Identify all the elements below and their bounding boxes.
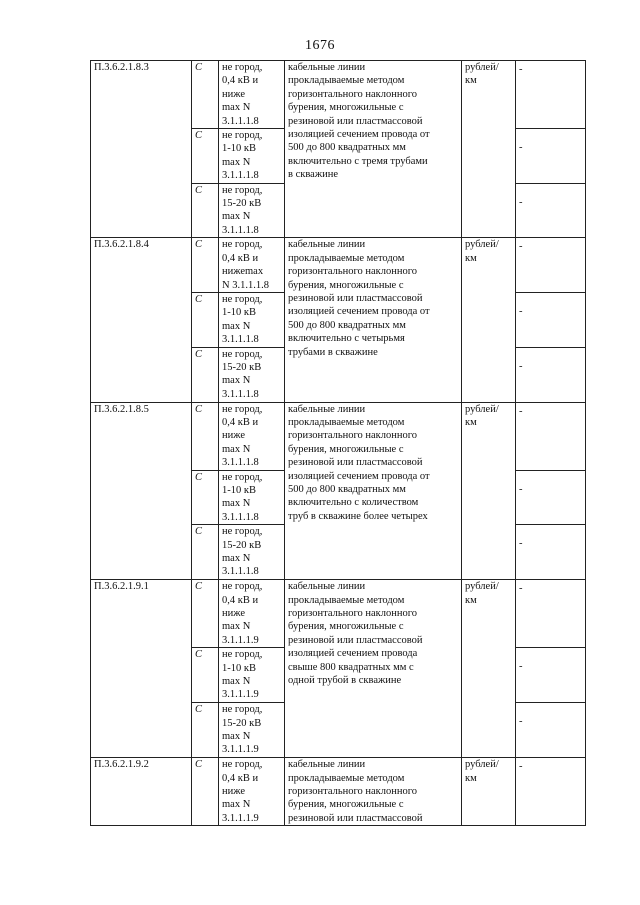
text-line: max N (222, 676, 251, 688)
description-line: резиновой или пластмассовой (288, 457, 423, 469)
unit-cell (462, 758, 516, 826)
condition-cell (219, 758, 285, 826)
text-line: не город, (222, 403, 263, 415)
category-letter: С (192, 470, 219, 525)
description-line: 500 до 800 квадратных мм (288, 319, 406, 331)
value-cell: - (516, 525, 586, 580)
description-line: резиновой или пластмассовой (288, 634, 423, 646)
text-line: ниже (222, 786, 246, 798)
description-cell (285, 580, 462, 758)
text-line: 0,4 кВ и (222, 252, 259, 264)
text-line: max N (222, 498, 251, 510)
description-cell (285, 238, 462, 402)
table-row (91, 580, 586, 648)
text-line: max N (222, 102, 251, 114)
description-line: изоляцией сечением провода от (288, 306, 430, 318)
text-line: рублей/ (465, 62, 499, 73)
value-cell: - (516, 580, 586, 648)
description-line: кабельные линии (288, 62, 366, 73)
item-code: П.3.6.2.1.8.5 (91, 402, 192, 580)
category-letter: С (192, 292, 219, 347)
category-letter: С (192, 580, 219, 648)
text-line: не город, (222, 704, 263, 716)
description-cell (285, 61, 462, 238)
condition-cell (219, 580, 285, 648)
text-line: не город, (222, 348, 263, 360)
text-line: рублей/ (465, 403, 499, 415)
value-cell: - (516, 292, 586, 347)
value-cell: - (516, 61, 586, 129)
text-line: ниже (222, 430, 246, 442)
description-line: горизонтального наклонного (288, 266, 418, 278)
text-line: нижеmax (222, 266, 264, 278)
description-line: изоляцией сечением провода от (288, 129, 430, 141)
description-line: горизонтального наклонного (288, 88, 418, 100)
description-line: бурения, многожильные с (288, 102, 404, 114)
text-line: не город, (222, 649, 263, 661)
item-code: П.3.6.2.1.8.4 (91, 238, 192, 402)
text-line: 3.1.1.1.9 (222, 634, 259, 646)
text-line: 0,4 кВ и (222, 594, 259, 606)
text-line: не город, (222, 293, 263, 305)
text-line: max N (222, 621, 251, 633)
unit-cell (462, 402, 516, 580)
description-line: изоляцией сечением провода от (288, 470, 430, 482)
value-cell: - (516, 402, 586, 470)
condition-cell (219, 470, 285, 525)
description-line: одной трубой в скважине (288, 675, 402, 687)
value-cell: - (516, 703, 586, 758)
description-line: прокладываемые методом (288, 772, 405, 784)
text-line: 15-20 кВ (222, 539, 262, 551)
text-line: N 3.1.1.1.8 (222, 279, 269, 291)
value-cell: - (516, 648, 586, 703)
description-line: 500 до 800 квадратных мм (288, 142, 406, 154)
text-line: 3.1.1.1.8 (222, 170, 259, 182)
condition-cell (219, 648, 285, 703)
description-line: бурения, многожильные с (288, 279, 404, 291)
description-line: резиновой или пластмассовой (288, 812, 423, 824)
item-code: П.3.6.2.1.8.3 (91, 61, 192, 238)
category-letter: С (192, 238, 219, 293)
item-code: П.3.6.2.1.9.1 (91, 580, 192, 758)
text-line: max N (222, 320, 251, 332)
category-letter: С (192, 61, 219, 129)
description-line: горизонтального наклонного (288, 608, 418, 619)
text-line: max N (222, 731, 251, 743)
description-line: прокладываемые методом (288, 252, 405, 264)
description-line: горизонтального наклонного (288, 786, 418, 798)
text-line: км (465, 594, 477, 606)
category-letter: С (192, 129, 219, 184)
text-line: не город, (222, 759, 263, 771)
text-line: не город, (222, 130, 263, 142)
text-line: не город, (222, 581, 263, 593)
description-line: включительно с количеством (288, 497, 419, 509)
text-line: км (465, 416, 477, 428)
text-line: 15-20 кВ (222, 198, 262, 210)
condition-cell (219, 129, 285, 184)
text-line: max N (222, 799, 251, 811)
unit-cell (462, 238, 516, 402)
text-line: 1-10 кВ (222, 307, 256, 319)
text-line: не город, (222, 471, 263, 483)
description-line: кабельные линии (288, 581, 366, 593)
value-cell: - (516, 238, 586, 293)
condition-cell (219, 238, 285, 293)
table-row (91, 61, 586, 129)
condition-cell (219, 61, 285, 129)
condition-cell (219, 183, 285, 238)
text-line: max N (222, 375, 251, 387)
table-row (91, 402, 586, 470)
text-line: км (465, 75, 477, 87)
text-line: рублей/ (465, 581, 499, 593)
value-cell: - (516, 758, 586, 826)
text-line: 0,4 кВ и (222, 75, 259, 87)
table-row (91, 238, 586, 293)
text-line: км (465, 772, 477, 784)
condition-cell (219, 347, 285, 402)
description-line: прокладываемые методом (288, 416, 405, 428)
description-line: 500 до 800 квадратных мм (288, 483, 406, 495)
description-line: свыше 800 квадратных мм с (288, 661, 414, 673)
text-line: 3.1.1.1.8 (222, 566, 259, 578)
description-line: прокладываемые методом (288, 75, 405, 87)
tariff-table-body (91, 61, 586, 826)
category-letter: С (192, 347, 219, 402)
item-code: П.3.6.2.1.9.2 (91, 758, 192, 826)
text-line: ниже (222, 608, 246, 619)
text-line: 0,4 кВ и (222, 772, 259, 784)
text-line: 3.1.1.1.8 (222, 511, 259, 523)
description-line: горизонтального наклонного (288, 430, 418, 442)
text-line: max N (222, 211, 251, 223)
value-cell: - (516, 347, 586, 402)
text-line: не город, (222, 526, 263, 538)
description-line: трубами в скважине (288, 346, 378, 358)
table-row (91, 758, 586, 826)
description-line: бурения, многожильные с (288, 443, 404, 455)
text-line: рублей/ (465, 759, 499, 771)
condition-cell (219, 292, 285, 347)
description-cell (285, 758, 462, 826)
value-cell: - (516, 129, 586, 184)
description-line: кабельные линии (288, 403, 366, 415)
text-line: 1-10 кВ (222, 143, 256, 155)
text-line: 1-10 кВ (222, 662, 256, 674)
description-line: изоляцией сечением провода (288, 648, 418, 660)
text-line: 3.1.1.1.8 (222, 115, 259, 127)
condition-cell (219, 525, 285, 580)
text-line: 3.1.1.1.9 (222, 812, 259, 824)
value-cell: - (516, 470, 586, 525)
page-number: 1676 (305, 38, 335, 53)
description-line: включительно с четырьмя (288, 333, 405, 345)
category-letter: С (192, 183, 219, 238)
text-line: max N (222, 443, 251, 455)
text-line: 3.1.1.1.9 (222, 689, 259, 701)
description-cell (285, 402, 462, 580)
condition-cell (219, 402, 285, 470)
category-letter: С (192, 703, 219, 758)
text-line: 1-10 кВ (222, 484, 256, 496)
text-line: max N (222, 156, 251, 168)
description-line: бурения, многожильные с (288, 621, 404, 633)
category-letter: С (192, 525, 219, 580)
description-line: кабельные линии (288, 759, 366, 771)
value-cell: - (516, 183, 586, 238)
description-line: включительно с тремя трубами (288, 155, 428, 167)
text-line: 15-20 кВ (222, 361, 262, 373)
description-line: резиновой или пластмассовой (288, 292, 423, 304)
category-letter: С (192, 758, 219, 826)
description-line: прокладываемые методом (288, 594, 405, 606)
description-line: кабельные линии (288, 239, 366, 251)
tariff-table (90, 60, 586, 826)
text-line: 3.1.1.1.8 (222, 457, 259, 469)
text-line: не город, (222, 62, 263, 73)
text-line: 3.1.1.1.8 (222, 224, 259, 236)
category-letter: С (192, 648, 219, 703)
description-line: в скважине (288, 169, 338, 181)
description-line: труб в скважине более четырех (288, 510, 428, 522)
text-line: 15-20 кВ (222, 717, 262, 729)
text-line: 0,4 кВ и (222, 416, 259, 428)
text-line: ниже (222, 88, 246, 100)
text-line: 3.1.1.1.9 (222, 744, 259, 756)
text-line: рублей/ (465, 239, 499, 251)
text-line: 3.1.1.1.8 (222, 334, 259, 346)
text-line: 3.1.1.1.8 (222, 388, 259, 400)
condition-cell (219, 703, 285, 758)
unit-cell (462, 580, 516, 758)
text-line: не город, (222, 239, 263, 251)
text-line: max N (222, 553, 251, 564)
description-line: бурения, многожильные с (288, 799, 404, 811)
text-line: км (465, 252, 477, 264)
text-line: не город, (222, 184, 263, 196)
unit-cell (462, 61, 516, 238)
category-letter: С (192, 402, 219, 470)
description-line: резиновой или пластмассовой (288, 115, 423, 127)
